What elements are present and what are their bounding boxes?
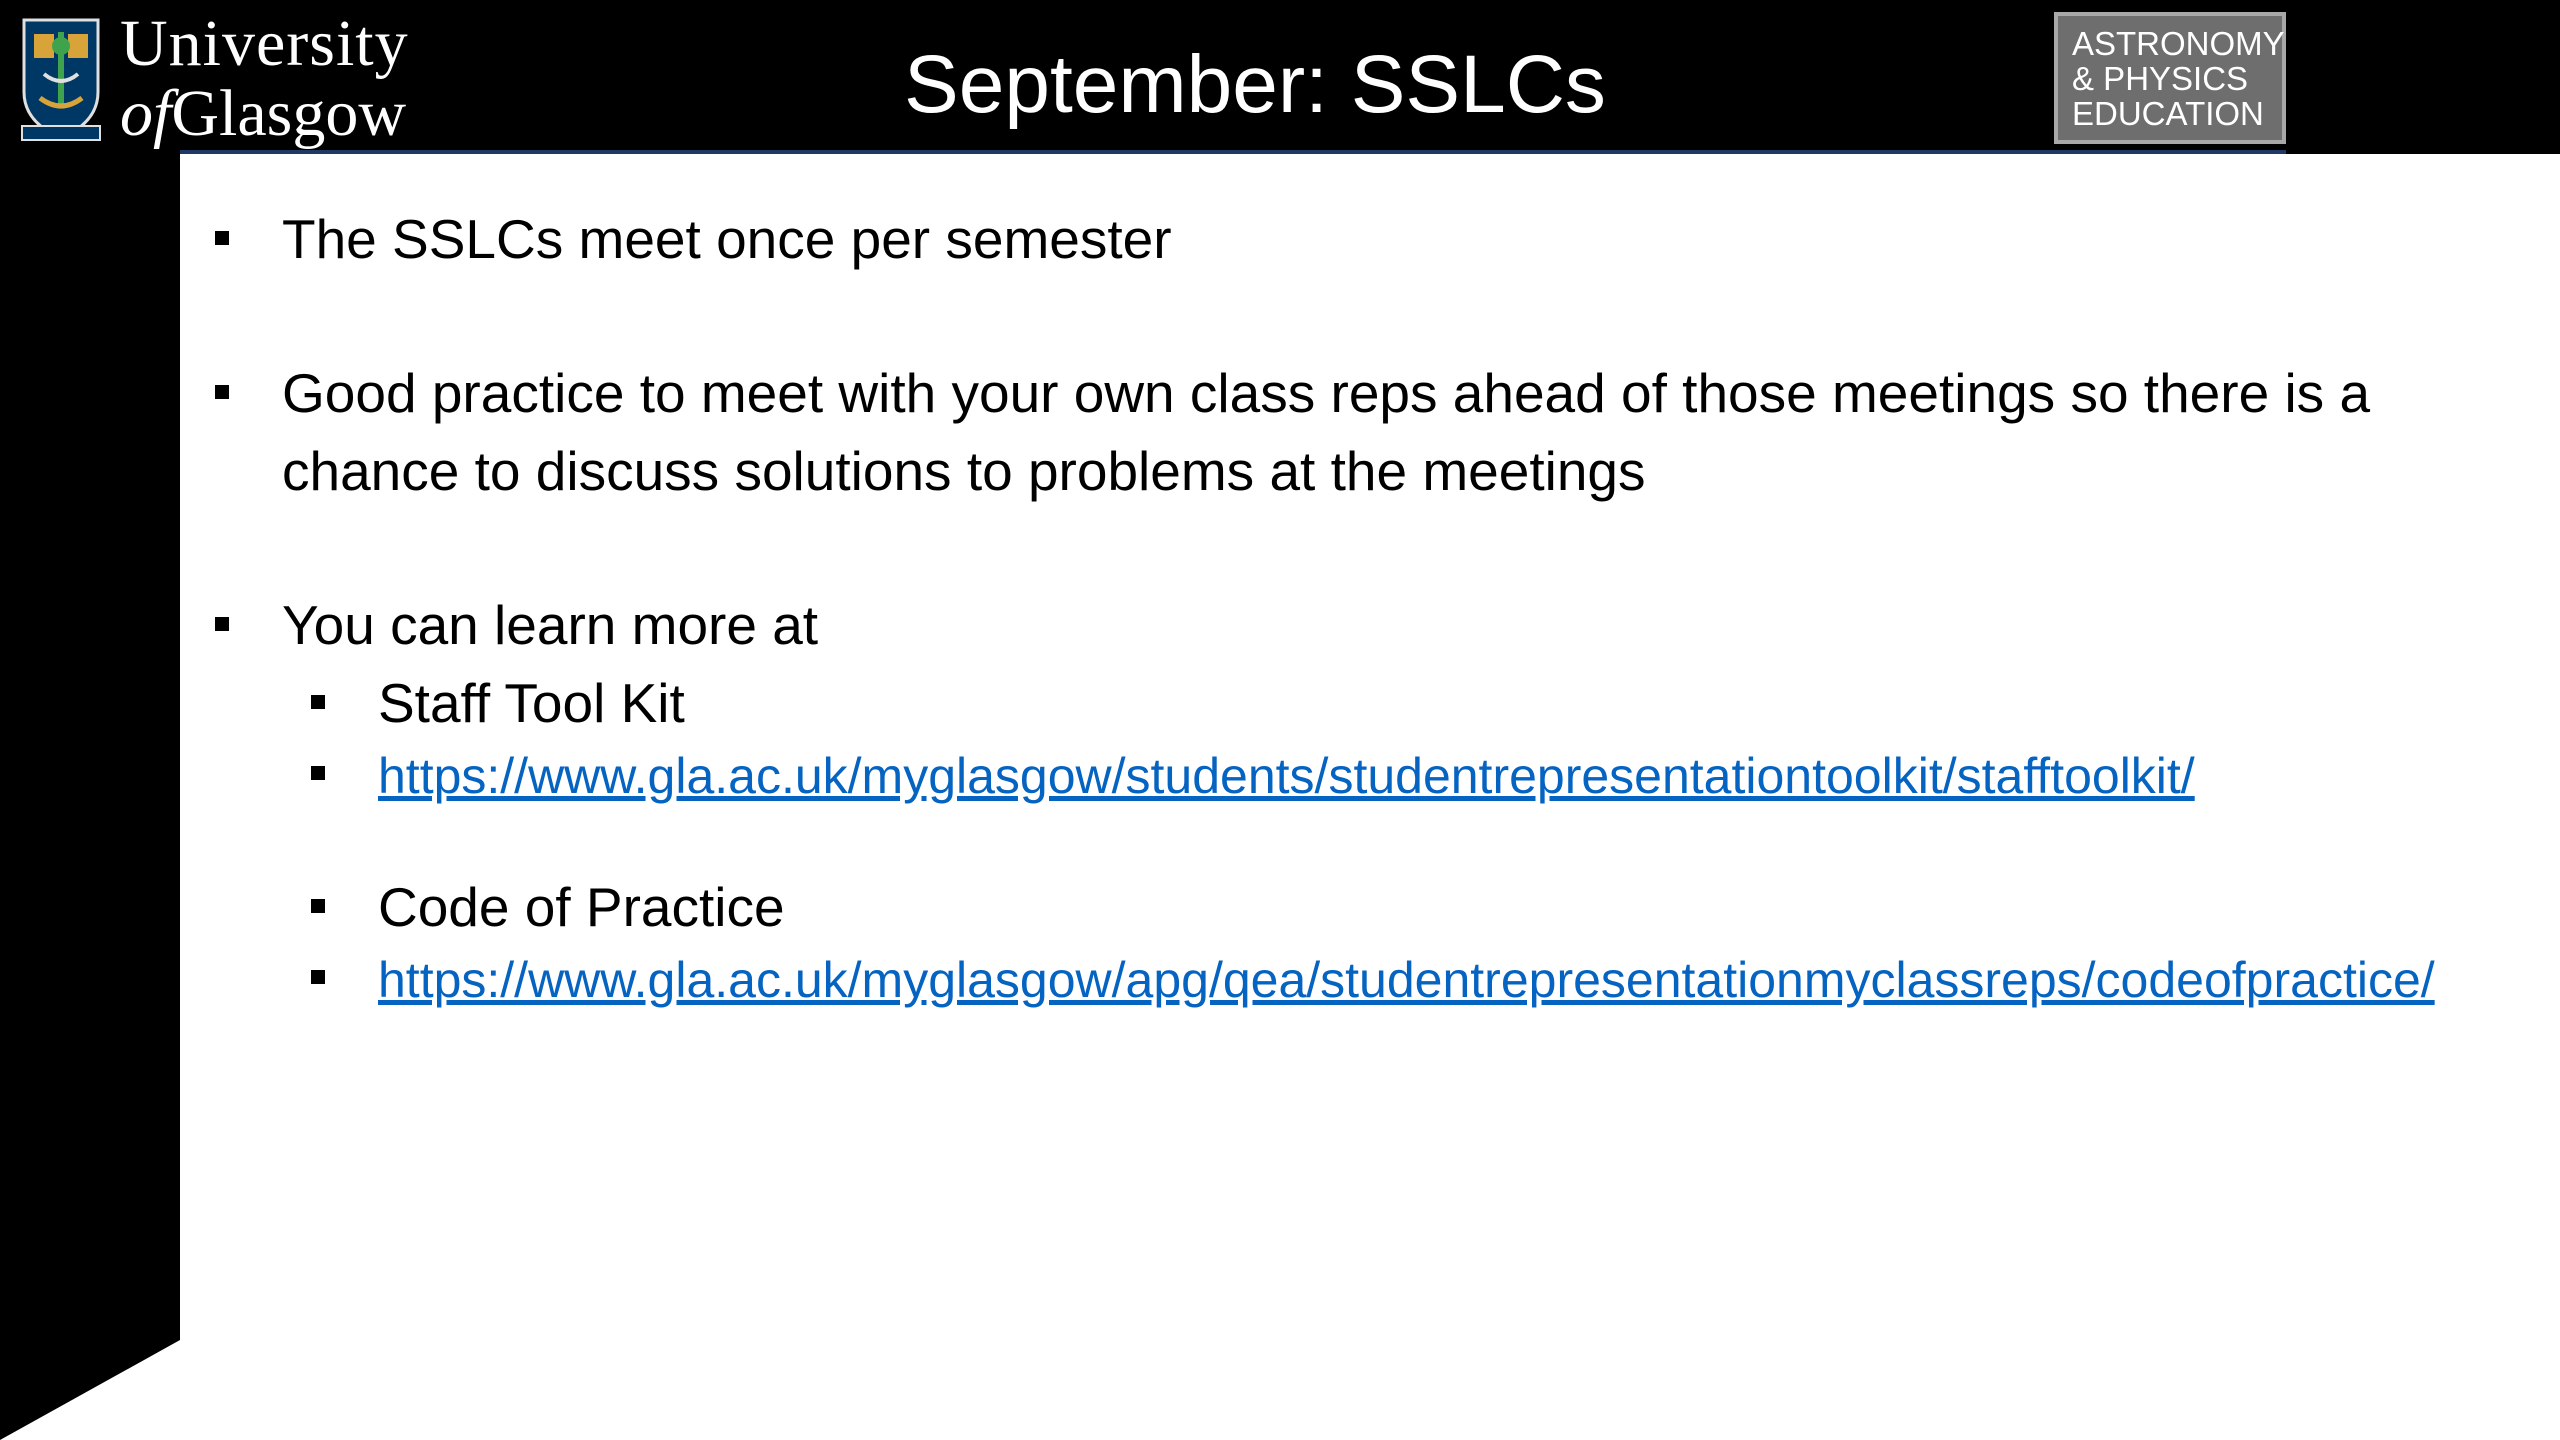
bullet-learn-more xyxy=(210,586,2480,664)
staff-tool-kit-link[interactable]: https://www.gla.ac.uk/myglasgow/students/studentrepresentationtoolkit/stafftoolkit/ xyxy=(378,748,2195,804)
sub-bullet-staff-tool-kit-link xyxy=(306,742,2480,808)
bullet-text: Good practice to meet with your own class reps ahead of those meetings so there is a chance to discuss solutions to problems at the meetings xyxy=(282,362,2371,502)
bullet-good-practice xyxy=(210,354,2480,510)
university-name-of: of xyxy=(120,77,172,150)
university-name-glasgow: Glasgow xyxy=(171,77,406,150)
sub-bullet-code-of-practice xyxy=(306,868,2480,946)
slide-title: September: SSLCs xyxy=(904,39,1606,130)
astronomy-physics-education-badge xyxy=(2054,12,2286,144)
university-name-line2 xyxy=(120,77,409,150)
sub-bullet-text: Code of Practice xyxy=(378,876,785,938)
bullet-text: You can learn more at xyxy=(282,594,819,656)
badge-line-1: ASTRONOMY xyxy=(2072,25,2285,62)
code-of-practice-link[interactable]: https://www.gla.ac.uk/myglasgow/apg/qea/studentrepresentationmyclassreps/codeofpractice/ xyxy=(378,952,2435,1008)
bullet-sslc-frequency xyxy=(210,200,2480,278)
bullet-text: The SSLCs meet once per semester xyxy=(282,208,1172,270)
sub-bullet-code-of-practice-link xyxy=(306,946,2480,1012)
badge-line-2: & PHYSICS xyxy=(2072,60,2249,97)
university-logo xyxy=(18,7,409,150)
university-name-line1: University xyxy=(120,7,409,80)
sub-bullet-staff-tool-kit xyxy=(306,664,2480,742)
university-wordmark xyxy=(120,7,409,150)
badge-line-3: EDUCATION xyxy=(2072,95,2264,132)
sub-bullet-text: Staff Tool Kit xyxy=(378,672,685,734)
university-crest-icon xyxy=(18,14,104,144)
slide-content xyxy=(210,200,2480,1012)
